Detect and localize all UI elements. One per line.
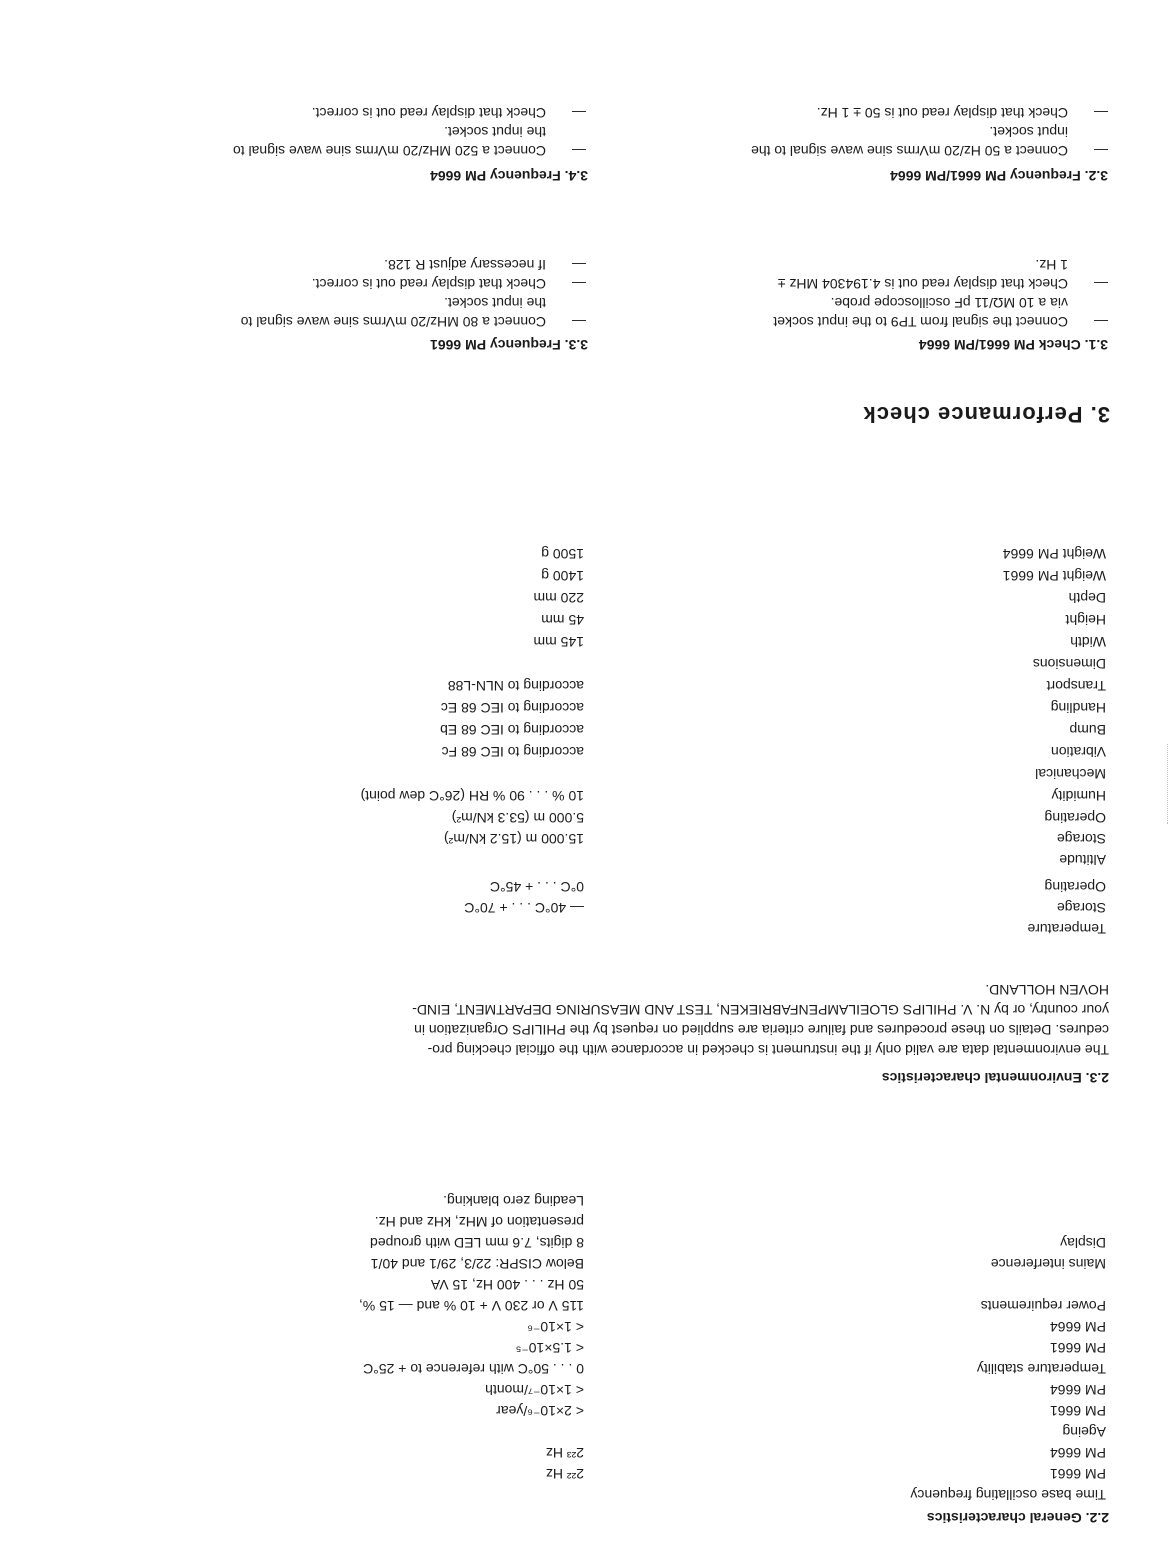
subsection-title-3-1: 3.1. Check PM 6661/PM 6664 — [918, 337, 1108, 353]
dash-bullet: — — [572, 105, 586, 121]
spec-label: Handling — [1050, 700, 1106, 716]
spec-label: Ageing — [1062, 1424, 1106, 1440]
list-item-line: Connect a 520 MHz/20 mVrms sine wave signal to — [232, 143, 546, 159]
spec-label: Mains interference — [990, 1256, 1106, 1272]
subsection-title-3-4: 3.4. Frequency PM 6664 — [430, 168, 588, 184]
list-item-line: input socket. — [989, 124, 1068, 140]
spec-label: Humidity — [1051, 788, 1106, 804]
spec-value: 8 digits, 7.6 mm LED with grouped — [370, 1235, 584, 1251]
margin-rule — [1167, 744, 1168, 824]
dash-bullet: — — [1094, 143, 1108, 159]
dash-bullet: — — [572, 143, 586, 159]
subsection-3-4-list — [66, 103, 586, 160]
spec-value: according to IEC 68 Ec — [440, 700, 584, 716]
spec-label: Depth — [1068, 590, 1106, 606]
dash-bullet: — — [572, 314, 586, 330]
performance-check-title: 3. Performance check — [862, 402, 1110, 427]
list-item-line: If necessary adjust R 128. — [384, 257, 546, 273]
spec-label: Weight PM 6664 — [1002, 546, 1106, 562]
list-item-line: Check that display read out is correct. — [311, 276, 546, 292]
spec-value: < 1.5×10⁻⁵ — [515, 1340, 584, 1356]
list-item-line: Connect a 80 MHz/20 mVrms sine wave signal to — [240, 314, 546, 330]
spec-label: Width — [1070, 634, 1106, 650]
spec-value: 1500 g — [541, 546, 584, 562]
spec-value: 1400 g — [541, 568, 584, 584]
subsection-3-2-list — [638, 103, 1108, 160]
spec-label: Storage — [1056, 900, 1106, 916]
dash-bullet: — — [1094, 105, 1108, 121]
spec-value: Below CISPR: 22/3, 29/1 and 40/1 — [370, 1256, 584, 1272]
spec-value: presentation of MHz, kHz and Hz. — [374, 1214, 584, 1230]
spec-label: Storage — [1056, 831, 1106, 847]
list-item-line: Check that display read out is correct. — [311, 105, 546, 121]
list-item-line: 1 Hz. — [1035, 257, 1068, 273]
spec-label: PM 6661 — [1049, 1340, 1106, 1356]
spec-label: Dimensions — [1032, 656, 1106, 672]
dash-bullet: — — [1094, 276, 1108, 292]
subsection-3-1-list — [638, 255, 1108, 331]
dash-bullet: — — [1094, 314, 1108, 330]
subsection-title-3-2: 3.2. Frequency PM 6661/PM 6664 — [890, 168, 1108, 184]
spec-value: 2²² Hz — [545, 1466, 584, 1482]
paragraph-line: your country, or by N. V. PHILIPS GLOEILAMPENFABRIEKEN, TEST AND MEASURING DEPARTMENT, EIND- — [412, 1002, 1109, 1018]
spec-label: PM 6661 — [1049, 1403, 1106, 1419]
spec-label: Temperature — [1027, 921, 1106, 937]
spec-label: Transport — [1046, 678, 1106, 694]
spec-label: Weight PM 6661 — [1002, 568, 1106, 584]
list-item-line: Check that display read out is 4.194304 MHz ± — [777, 276, 1068, 292]
subsection-title-3-3: 3.3. Frequency PM 6661 — [430, 337, 588, 353]
spec-value: 0 . . . 50°C with reference to + 25°C — [363, 1361, 584, 1377]
spec-label: Vibration — [1050, 744, 1106, 760]
spec-value: according to IEC 68 Eb — [440, 722, 584, 738]
list-item-line: via a 10 MΩ/11 pF oscilloscope probe. — [830, 295, 1068, 311]
section-title-environmental: 2.3. Environmental characteristics — [881, 1070, 1109, 1086]
spec-label: Time base oscillating frequency — [910, 1487, 1106, 1503]
spec-value: 45 mm — [541, 612, 584, 628]
list-item-line: the input socket. — [444, 124, 546, 140]
list-item-line: Connect the signal from TP9 to the input socket — [773, 314, 1068, 330]
spec-label: Height — [1065, 612, 1106, 628]
spec-value: 0°C . . . + 45°C — [489, 879, 584, 895]
spec-label: Power requirements — [980, 1298, 1106, 1314]
spec-label: PM 6664 — [1049, 1382, 1106, 1398]
spec-label: Display — [1060, 1235, 1106, 1251]
spec-label: Temperature stability — [976, 1361, 1106, 1377]
spec-value: Leading zero blanking. — [443, 1193, 584, 1209]
spec-value: 10 % . . . 90 % RH (26°C dew point) — [360, 788, 584, 804]
paragraph-line: The environmental data are valid only if the instrument is checked in accordance with the official checking pro- — [427, 1042, 1109, 1058]
spec-value: — 40°C . . . + 70°C — [464, 900, 584, 916]
spec-label: Bump — [1069, 722, 1106, 738]
spec-label: PM 6664 — [1049, 1445, 1106, 1461]
spec-value: < 2×10⁻⁶/year — [496, 1403, 584, 1419]
paragraph-line: cedures. Details on these procedures and failure criteria are supplied on request by the PHILIPS Organization in — [414, 1022, 1109, 1038]
spec-label: PM 6661 — [1049, 1466, 1106, 1482]
spec-label: Operating — [1044, 879, 1106, 895]
spec-value: according to NLN-L88 — [447, 678, 584, 694]
paragraph-line: HOVEN HOLLAND. — [985, 982, 1109, 998]
spec-value: 15.000 m (15.2 kN/m²) — [443, 831, 584, 847]
list-item-line: Check that display read out is 50 ± 1 Hz. — [816, 105, 1068, 121]
spec-value: 115 V or 230 V + 10 % and — 15 %, — [358, 1298, 584, 1314]
spec-value: 220 mm — [533, 590, 584, 606]
subsection-3-3-list — [66, 255, 586, 331]
spec-value: 145 mm — [533, 634, 584, 650]
dash-bullet: — — [572, 257, 586, 273]
environmental-paragraph — [412, 980, 1109, 1060]
spec-value: 5.000 m (53.3 kN/m²) — [451, 810, 584, 826]
section-title-general: 2.2. General characteristics — [926, 1510, 1109, 1526]
spec-value: 2²³ Hz — [545, 1445, 584, 1461]
spec-value: according to IEC 68 Fc — [441, 744, 584, 760]
spec-value: 50 Hz . . . 400 Hz, 15 VA — [430, 1277, 584, 1293]
spec-label: Mechanical — [1035, 766, 1106, 782]
spec-label: PM 6664 — [1049, 1319, 1106, 1335]
spec-label: Altitude — [1059, 852, 1106, 868]
spec-value: < 1×10⁻⁶ — [527, 1319, 584, 1335]
list-item-line: the input socket. — [444, 295, 546, 311]
dash-bullet: — — [572, 276, 586, 292]
list-item-line: Connect a 50 Hz/20 mVrms sine wave signal to the — [751, 143, 1068, 159]
spec-label: Operating — [1044, 810, 1106, 826]
spec-value: < 1×10⁻⁷/month — [485, 1382, 584, 1398]
